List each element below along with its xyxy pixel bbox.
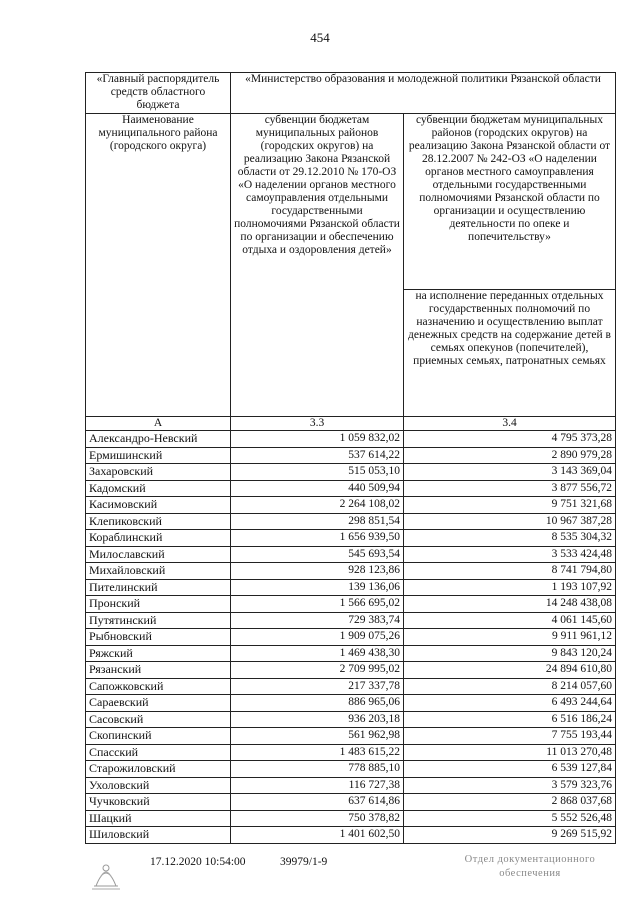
table-row — [86, 662, 616, 679]
value-3-4: 11 013 270,48 — [404, 744, 616, 761]
table-row — [86, 530, 616, 547]
distributor-value: «Министерство образования и молодежной политики Рязанской области — [231, 73, 616, 114]
value-3-4: 2 868 037,68 — [404, 794, 616, 811]
district-name: Пронский — [86, 596, 231, 613]
table-row — [86, 678, 616, 695]
value-3-3: 545 693,54 — [231, 546, 404, 563]
value-3-3: 1 469 438,30 — [231, 645, 404, 662]
value-3-3: 2 264 108,02 — [231, 497, 404, 514]
value-3-4: 5 552 526,48 — [404, 810, 616, 827]
district-name: Касимовский — [86, 497, 231, 514]
value-3-4: 9 751 321,68 — [404, 497, 616, 514]
col-code-34: 3.4 — [404, 417, 616, 431]
district-name: Клепиковский — [86, 513, 231, 530]
col-code-a: А — [86, 417, 231, 431]
value-3-3: 217 337,78 — [231, 678, 404, 695]
distributor-row — [86, 73, 616, 114]
district-name: Сапожковский — [86, 678, 231, 695]
district-name: Михайловский — [86, 563, 231, 580]
district-name: Пителинский — [86, 579, 231, 596]
value-3-3: 515 053,10 — [231, 464, 404, 481]
table-row — [86, 563, 616, 580]
value-3-4: 8 741 794,80 — [404, 563, 616, 580]
district-name: Милославский — [86, 546, 231, 563]
value-3-3: 537 614,22 — [231, 447, 404, 464]
table-row — [86, 711, 616, 728]
value-3-4: 1 193 107,92 — [404, 579, 616, 596]
table-row — [86, 513, 616, 530]
table-row — [86, 827, 616, 844]
col-34-subdescription: на исполнение переданных отдельных государственных полномочий по назначению и осуществлению выплат денежных средств на содержание детей в семьях опекунов (попечителей), приемных семьях, патронатных семьях — [404, 290, 616, 417]
value-3-3: 139 136,06 — [231, 579, 404, 596]
table-row — [86, 728, 616, 745]
value-3-4: 8 535 304,32 — [404, 530, 616, 547]
district-name: Ухоловский — [86, 777, 231, 794]
district-name: Сасовский — [86, 711, 231, 728]
table-row — [86, 431, 616, 448]
district-name: Рыбновский — [86, 629, 231, 646]
value-3-3: 2 709 995,02 — [231, 662, 404, 679]
district-name: Ряжский — [86, 645, 231, 662]
col-code-33: 3.3 — [231, 417, 404, 431]
value-3-4: 4 795 373,28 — [404, 431, 616, 448]
value-3-4: 10 967 387,28 — [404, 513, 616, 530]
district-name: Кадомский — [86, 480, 231, 497]
value-3-3: 928 123,86 — [231, 563, 404, 580]
footer-doc-code: 39979/1-9 — [280, 856, 328, 868]
district-name: Спасский — [86, 744, 231, 761]
value-3-4: 3 877 556,72 — [404, 480, 616, 497]
value-3-4: 9 911 961,12 — [404, 629, 616, 646]
value-3-3: 1 059 832,02 — [231, 431, 404, 448]
value-3-4: 4 061 145,60 — [404, 612, 616, 629]
value-3-3: 298 851,54 — [231, 513, 404, 530]
table-row — [86, 695, 616, 712]
table-row — [86, 794, 616, 811]
district-name: Шиловский — [86, 827, 231, 844]
value-3-3: 1 656 939,50 — [231, 530, 404, 547]
value-3-3: 750 378,82 — [231, 810, 404, 827]
value-3-3: 1 401 602,50 — [231, 827, 404, 844]
value-3-4: 9 269 515,92 — [404, 827, 616, 844]
budget-table — [85, 72, 616, 844]
page-number: 454 — [310, 30, 330, 45]
column-description-row — [86, 114, 616, 290]
col-name-header: Наименование муниципального района (городского округа) — [86, 114, 231, 417]
value-3-4: 6 493 244,64 — [404, 695, 616, 712]
value-3-4: 6 516 186,24 — [404, 711, 616, 728]
district-name: Александро-Невский — [86, 431, 231, 448]
value-3-3: 637 614,86 — [231, 794, 404, 811]
value-3-4: 8 214 057,60 — [404, 678, 616, 695]
value-3-3: 886 965,06 — [231, 695, 404, 712]
table-row — [86, 761, 616, 778]
value-3-4: 9 843 120,24 — [404, 645, 616, 662]
footer-datetime: 17.12.2020 10:54:00 — [150, 856, 246, 868]
value-3-4: 24 894 610,80 — [404, 662, 616, 679]
district-name: Кораблинский — [86, 530, 231, 547]
table-row — [86, 480, 616, 497]
table-row — [86, 777, 616, 794]
value-3-3: 440 509,94 — [231, 480, 404, 497]
distributor-label: «Главный распорядитель средств областного бюджета — [86, 73, 231, 114]
district-name: Сараевский — [86, 695, 231, 712]
table-row — [86, 447, 616, 464]
col-34-description: субвенции бюджетам муниципальных районов (городских округов) на реализацию Закона Рязанской области от 28.12.2007 № 242-ОЗ «О наделении органов местного самоуправления отдельными государственными полномочиями Рязанской области по организации и осуществлению деятельности по опеке и попечительству» — [404, 114, 616, 290]
value-3-4: 3 143 369,04 — [404, 464, 616, 481]
value-3-3: 1 909 075,26 — [231, 629, 404, 646]
district-name: Старожиловский — [86, 761, 231, 778]
value-3-3: 778 885,10 — [231, 761, 404, 778]
district-name: Рязанский — [86, 662, 231, 679]
table-row — [86, 744, 616, 761]
table-row — [86, 629, 616, 646]
value-3-3: 1 566 695,02 — [231, 596, 404, 613]
value-3-3: 729 383,74 — [231, 612, 404, 629]
table-row — [86, 497, 616, 514]
value-3-4: 3 579 323,76 — [404, 777, 616, 794]
value-3-3: 116 727,38 — [231, 777, 404, 794]
table-row — [86, 596, 616, 613]
col-33-description: субвенции бюджетам муниципальных районов (городских округов) на реализацию Закона Рязанской области от 29.12.2010 № 170-ОЗ «О наделении органов местного самоуправления отдельными государственными полномочиями Рязанской области по организации и обеспечению отдыха и оздоровления детей» — [231, 114, 404, 417]
table-row — [86, 546, 616, 563]
value-3-3: 561 962,98 — [231, 728, 404, 745]
coat-of-arms-icon — [86, 856, 126, 890]
department-stamp: Отдел документационного обеспечения — [464, 854, 596, 879]
table-row — [86, 645, 616, 662]
column-code-row — [86, 417, 616, 431]
district-name: Скопинский — [86, 728, 231, 745]
value-3-4: 2 890 979,28 — [404, 447, 616, 464]
value-3-4: 14 248 438,08 — [404, 596, 616, 613]
table-row — [86, 612, 616, 629]
district-name: Шацкий — [86, 810, 231, 827]
value-3-4: 3 533 424,48 — [404, 546, 616, 563]
district-name: Путятинский — [86, 612, 231, 629]
table-row — [86, 810, 616, 827]
district-name: Ермишинский — [86, 447, 231, 464]
table-row — [86, 579, 616, 596]
district-name: Чучковский — [86, 794, 231, 811]
value-3-3: 936 203,18 — [231, 711, 404, 728]
district-name: Захаровский — [86, 464, 231, 481]
value-3-3: 1 483 615,22 — [231, 744, 404, 761]
value-3-4: 6 539 127,84 — [404, 761, 616, 778]
table-row — [86, 464, 616, 481]
value-3-4: 7 755 193,44 — [404, 728, 616, 745]
